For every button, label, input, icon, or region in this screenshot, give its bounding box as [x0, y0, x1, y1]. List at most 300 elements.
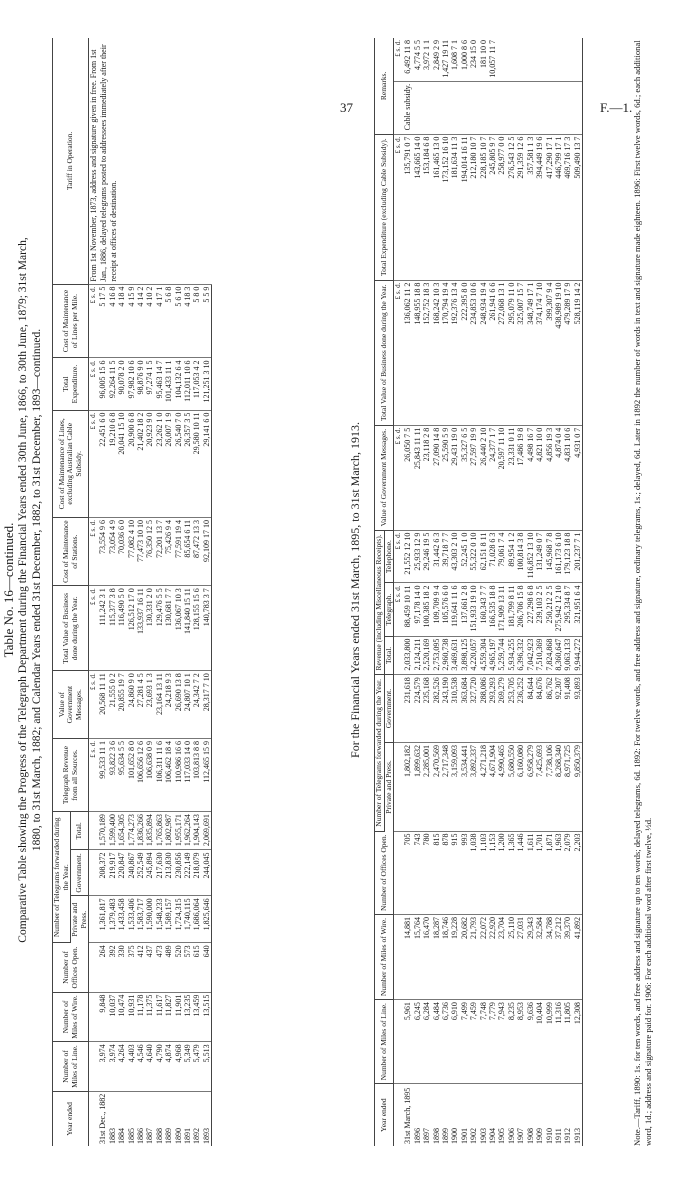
- cell-telegraph: 160,343 7 7: [479, 583, 488, 636]
- table-title-line-2: 1880, to 31st March, 1882; and Calendar Years ended 31st December, 1882, to 31st December, 1893—continued.: [31, 328, 43, 852]
- header-offices: Number of Offices Open.: [375, 831, 394, 914]
- cell-permile: 4 10 2: [145, 284, 154, 358]
- cell-costlines: 29,141 6 0: [202, 410, 212, 517]
- cell-year: 1908: [525, 1128, 535, 1144]
- header-revenue: Telegraph Revenue from all Sources.: [53, 739, 89, 812]
- cell-private: 1,361,817: [98, 896, 107, 943]
- cell-telephone: 201,237 7 1: [573, 530, 583, 583]
- cell-line: 4,640: [145, 1042, 154, 1091]
- cell-wire: 18,746: [441, 914, 450, 999]
- table-row: [488, 38, 497, 1146]
- cell-totexp: 121,251 3 10: [202, 358, 212, 410]
- cell-gov: 243,190: [441, 675, 450, 743]
- cell-govval: 20,855 19 7: [117, 671, 126, 739]
- cell-remarkval: 2,849 2 9: [432, 38, 441, 81]
- cell-govval: 24,377 1 7: [488, 425, 497, 530]
- cell-gov: 235,168: [422, 675, 431, 743]
- cell-offices: 993: [460, 831, 469, 914]
- cell-telegraph: 295,334 8 7: [563, 583, 572, 636]
- cell-revenue: 101,652 8 0: [127, 739, 136, 812]
- cell-year: 1891: [183, 1128, 193, 1144]
- unit-label: £ s. d.: [89, 671, 99, 739]
- cell-line: 7,499: [460, 1000, 469, 1084]
- cell-telephone: 31,442 6 3: [432, 530, 441, 583]
- cell-totval: 438,989 19 10: [554, 280, 563, 425]
- cell-telephone: 116,852 13 10: [526, 530, 535, 583]
- table-row: [441, 38, 450, 1146]
- cell-govval: 4,856 19 3: [545, 425, 554, 530]
- cell-gov: 236,252: [516, 675, 525, 743]
- cell-total: 2,960,738: [441, 636, 450, 675]
- unit-label: £ s. d.: [394, 134, 404, 280]
- cell-telegraph: 275,942 12 10: [554, 583, 563, 636]
- cell-offices: 330: [117, 943, 126, 992]
- table-row: [497, 38, 506, 1146]
- cell-remarkval: [535, 38, 544, 81]
- cell-year: 1912: [563, 1128, 573, 1144]
- cell-line: 5,479: [192, 1042, 201, 1091]
- cell-offices: 375: [127, 943, 136, 992]
- cell-permile: 4 18 3: [183, 284, 192, 358]
- cell-telegraph: 206,706 15 8: [516, 583, 525, 636]
- cell-line: 4,546: [136, 1042, 145, 1091]
- cell-gov: 218,079: [192, 850, 201, 896]
- header-gov-value: Value of Government Messages.: [53, 671, 89, 739]
- cell-year: 1901: [459, 1128, 469, 1144]
- cell-totexp: 245,805 9 7: [488, 134, 497, 280]
- cell-year: 1886: [136, 1128, 146, 1144]
- cell-private: 3,534,441: [460, 742, 469, 831]
- cell-costlines: 20,041 15 10: [117, 410, 126, 517]
- header-government: Government.: [71, 850, 89, 896]
- cell-totval: 111,242 3 1: [98, 586, 107, 671]
- cell-private: 6,160,080: [516, 742, 525, 831]
- cell-totval: 479,289 17 9: [563, 280, 572, 425]
- cell-permile: 5 8 0: [192, 284, 201, 358]
- cell-remarkval: [497, 38, 506, 81]
- cell-remarkval: [554, 38, 563, 81]
- cell-wire: 13,459: [192, 992, 201, 1042]
- cell-revenue: 117,033 14 0: [183, 739, 192, 812]
- cell-gov: 84,676: [535, 675, 544, 743]
- cell-year: 1913: [573, 1084, 583, 1146]
- cell-total: 1,654,305: [117, 812, 126, 850]
- cell-wire: 25,110: [507, 914, 516, 999]
- cell-line: 6,736: [441, 1000, 450, 1084]
- cell-totval: 272,068 13 1: [497, 280, 506, 425]
- cell-govval: 24,342 7 2: [192, 671, 201, 739]
- cell-offices: 412: [136, 943, 145, 992]
- table-row: [545, 38, 554, 1146]
- cell-wire: 20,682: [460, 914, 469, 999]
- cell-wire: 37,212: [554, 914, 563, 999]
- header-tariff: Tariff in Operation.: [53, 38, 89, 284]
- cell-totexp: 101,433 11 1: [164, 358, 173, 410]
- cell-govval: 4,831 10 6: [563, 425, 572, 530]
- cell-gov: 245,894: [145, 850, 154, 896]
- cell-private: 1,724,315: [174, 896, 183, 943]
- cell-telephone: 52,245 1 0: [460, 530, 469, 583]
- cell-totexp: 153,184 6 8: [422, 134, 431, 280]
- cell-totexp: 469,716 17 3: [563, 134, 572, 280]
- cell-private: 8,268,340: [554, 742, 563, 831]
- cell-revenue: 110,986 16 6: [174, 739, 183, 812]
- cell-telephone: 39,718 7 7: [441, 530, 450, 583]
- cell-line: 11,805: [563, 1000, 572, 1084]
- cell-totexp: 394,449 19 6: [535, 134, 544, 280]
- cell-remarkval: 234 15 0: [469, 38, 478, 81]
- cell-wire: 13,235: [183, 992, 192, 1042]
- cell-totexp: 112,011 10 6: [183, 358, 192, 410]
- cell-private: 4,271,218: [479, 742, 488, 831]
- cell-private: 3,159,093: [450, 742, 459, 831]
- cell-private: 2,470,569: [432, 742, 441, 831]
- cell-costlines: 26,540 7 0: [174, 410, 183, 517]
- cell-revenue: 93,822 3 6: [108, 739, 117, 812]
- cell-total: 5,259,744: [497, 636, 506, 675]
- cell-govval: 17,486 19 8: [516, 425, 525, 530]
- cell-gov: 282,526: [432, 675, 441, 743]
- cell-wire: 32,584: [535, 914, 544, 999]
- cell-govval: 23,331 0 11: [507, 425, 516, 530]
- cell-offices: 640: [202, 943, 212, 992]
- cell-telegraph: 109,709 9 4: [432, 583, 441, 636]
- cell-telegraph: 151,933 19 10: [469, 583, 478, 636]
- cell-private: 1,583,717: [136, 896, 145, 943]
- cell-govval: 29,431 19 0: [450, 425, 459, 530]
- header-cost-stations: Cost of Maintenance of Stations.: [53, 517, 89, 585]
- cell-gov: 92,307: [554, 675, 563, 743]
- cell-offices: 1,446: [516, 831, 525, 914]
- cell-remarkval: 181 10 0: [479, 38, 488, 81]
- cell-remark: [441, 81, 450, 134]
- cell-govval: 4,821 10 0: [535, 425, 544, 530]
- cell-govval: 4,931 0 7: [573, 425, 583, 530]
- cell-remark: [469, 81, 478, 134]
- cell-govval: 27,597 19 9: [469, 425, 478, 530]
- cell-private: 1,433,458: [117, 896, 126, 943]
- cell-offices: 489: [164, 943, 173, 992]
- cell-remarkval: [573, 38, 583, 81]
- cell-line: 4,790: [155, 1042, 164, 1091]
- cell-totval: 136,067 10 3: [174, 586, 183, 671]
- cell-line: 4,968: [174, 1042, 183, 1091]
- cell-private: 1,589,157: [164, 896, 173, 943]
- cell-telegraph: 166,535 18 8: [488, 583, 497, 636]
- cell-telegraph: 227,298 6 8: [526, 583, 535, 636]
- cell-year: 1896: [412, 1128, 422, 1144]
- cell-coststn: 92,109 17 10: [202, 517, 212, 585]
- cell-total: 8,360,647: [554, 636, 563, 675]
- cell-totval: 130,331 2 0: [145, 586, 154, 671]
- cell-wire: 22,072: [479, 914, 488, 999]
- header-government: Government.: [384, 675, 394, 743]
- cell-year: 1898: [431, 1128, 441, 1144]
- cell-offices: 473: [155, 943, 164, 992]
- cell-govval: 27,090 14 8: [432, 425, 441, 530]
- cell-line: 6,910: [450, 1000, 459, 1084]
- cell-remark: [460, 81, 469, 134]
- cell-private: 3,892,337: [469, 742, 478, 831]
- cell-remarkval: 4,774 5 5: [413, 38, 422, 81]
- cell-total: 1,955,171: [174, 812, 183, 850]
- cell-private: 1,802,182: [403, 742, 412, 831]
- cell-line: 7,748: [479, 1000, 488, 1084]
- header-total-expenditure: Total Expenditure.: [53, 358, 89, 410]
- cell-gov: 91,408: [563, 675, 572, 743]
- cell-remarkval: 6,492 11 8: [403, 38, 412, 81]
- cell-total: 9,944,272: [573, 636, 583, 675]
- cell-telephone: 145,968 7 8: [545, 530, 554, 583]
- cell-offices: 1,153: [488, 831, 497, 914]
- cell-gov: 213,830: [164, 850, 173, 896]
- cell-remarkval: 3,972 1 1: [422, 38, 431, 81]
- cell-telephone: 25,933 12 9: [413, 530, 422, 583]
- cell-offices: 573: [183, 943, 192, 992]
- cell-gov: 253,705: [507, 675, 516, 743]
- cell-gov: 220,847: [117, 850, 126, 896]
- cell-totexp: 258,977 0 0: [497, 134, 506, 280]
- header-total: Total.: [71, 812, 89, 850]
- cell-gov: 240,867: [127, 850, 136, 896]
- header-telegraph: Telegraph.: [384, 583, 394, 636]
- cell-remark: [535, 81, 544, 134]
- cell-year: 1905: [497, 1128, 507, 1144]
- header-miles-line: Number of Miles of Line.: [375, 1000, 394, 1084]
- cell-totval: 141,840 15 11: [183, 586, 192, 671]
- cell-govval: 20,568 11 11: [98, 671, 107, 739]
- cell-telephone: 131,249 0 7: [535, 530, 544, 583]
- cell-coststn: 77,473 10 10: [136, 517, 145, 585]
- cell-line: 3,974: [98, 1042, 107, 1091]
- cell-wire: 39,370: [563, 914, 572, 999]
- cell-offices: 437: [145, 943, 154, 992]
- cell-offices: 1,611: [526, 831, 535, 914]
- cell-line: 4,264: [117, 1042, 126, 1091]
- cell-remark: [573, 81, 583, 134]
- cell-totval: 168,242 10 3: [432, 280, 441, 425]
- cell-remark: [422, 81, 431, 134]
- cell-coststn: 76,350 12 5: [145, 517, 154, 585]
- cell-coststn: 72,201 13 7: [155, 517, 164, 585]
- cell-govval: 27,281 4 5: [136, 671, 145, 739]
- cell-totval: 128,155 15 6: [192, 586, 201, 671]
- cell-total: 2,033,800: [403, 636, 412, 675]
- table-row: [413, 38, 422, 1146]
- cell-permile: 5 5 9: [202, 284, 212, 358]
- cell-telephone: 71,028 6 3: [488, 530, 497, 583]
- cell-totval: 261,941 6 6: [488, 280, 497, 425]
- cell-costlines: 20,923 9 0: [145, 410, 154, 517]
- cell-costlines: 20,900 6 8: [127, 410, 136, 517]
- cell-total: 3,469,631: [450, 636, 459, 675]
- cell-costlines: 29,580 10 11: [192, 410, 201, 517]
- cell-gov: 86,762: [545, 675, 554, 743]
- header-miles-wire: Number of Miles of Wire.: [53, 992, 89, 1042]
- cell-total: 5,934,255: [507, 636, 516, 675]
- cell-totexp: 117,053 4 2: [192, 358, 201, 410]
- cell-revenue: 99,533 11 1: [98, 739, 107, 812]
- cell-private: 7,425,693: [535, 742, 544, 831]
- cell-totexp: 95,463 14 7: [155, 358, 164, 410]
- unit-label: £ s. d.: [394, 280, 404, 425]
- cell-govval: 26,440 2 10: [479, 425, 488, 530]
- cell-remarkval: [545, 38, 554, 81]
- cell-totval: 325,007 15 7: [516, 280, 525, 425]
- cell-telephone: 29,246 19 5: [422, 530, 431, 583]
- cell-offices: 392: [108, 943, 117, 992]
- cell-remark: [545, 81, 554, 134]
- cell-year: 1906: [506, 1128, 516, 1144]
- cell-gov: 327,720: [469, 675, 478, 743]
- cell-wire: 11,375: [145, 992, 154, 1042]
- cell-year: 1890: [173, 1128, 183, 1144]
- cell-totval: 129,476 5 5: [155, 586, 164, 671]
- cell-telephone: 43,303 2 10: [450, 530, 459, 583]
- cell-totval: 126,512 17 0: [127, 586, 136, 671]
- cell-totval: 399,307 9 4: [545, 280, 554, 425]
- cell-remark: [432, 81, 441, 134]
- cell-totval: 116,490 5 0: [117, 586, 126, 671]
- table-row: [403, 38, 412, 1146]
- cell-govval: 26,050 7 5: [403, 425, 412, 530]
- cell-wire: 10,474: [117, 992, 126, 1042]
- cell-permile: 4 14 2: [136, 284, 145, 358]
- cell-total: 2,753,095: [432, 636, 441, 675]
- rotated-page-content: [2, 20, 682, 1160]
- cell-gov: 217,630: [155, 850, 164, 896]
- cell-wire: 13,515: [202, 992, 212, 1042]
- cell-line: 6,284: [422, 1000, 431, 1084]
- header-gov-value: Value of Government Messages.: [375, 425, 394, 530]
- cell-offices: 743: [413, 831, 422, 914]
- cell-telegraph: 97,178 14 0: [413, 583, 422, 636]
- header-telegrams-group: Number of Telegrams forwarded during the Year.: [375, 675, 385, 831]
- cell-wire: 16,470: [422, 914, 431, 999]
- cell-gov: 208,372: [98, 850, 107, 896]
- cell-remarkval: [563, 38, 572, 81]
- cell-year: 1885: [126, 1128, 136, 1144]
- cell-totexp: 97,274 1 5: [145, 358, 154, 410]
- cell-remark: [516, 81, 525, 134]
- cell-wire: 11,901: [174, 992, 183, 1042]
- section-2-title: For the Financial Years ended 31st March, 1895, to 31st March, 1913.: [348, 422, 362, 758]
- cell-govval: 28,317 7 10: [202, 671, 212, 739]
- cell-offices: 1,103: [479, 831, 488, 914]
- cell-remark: [479, 81, 488, 134]
- cell-revenue: 112,465 15 9: [202, 739, 212, 812]
- currency-unit-row: [394, 38, 404, 1146]
- cell-offices: 878: [441, 831, 450, 914]
- cell-line: 9,636: [526, 1000, 535, 1084]
- cell-offices: 1,200: [497, 831, 506, 914]
- unit-label: £ s. d.: [394, 425, 404, 530]
- cell-private: 7,738,106: [545, 742, 554, 831]
- cell-line: 12,308: [573, 1000, 583, 1084]
- cell-wire: 10,931: [127, 992, 136, 1042]
- cell-wire: 15,764: [413, 914, 422, 999]
- cell-remark: [526, 81, 535, 134]
- cell-gov: 84,644: [526, 675, 535, 743]
- cell-costlines: 19,210 6 8: [108, 410, 117, 517]
- cell-gov: 310,538: [450, 675, 459, 743]
- table-number: Table No. 16—continued.: [1, 522, 16, 658]
- cell-wire: 9,848: [98, 992, 107, 1042]
- cell-total: 2,520,169: [422, 636, 431, 675]
- cell-revenue: 106,311 11 6: [155, 739, 164, 812]
- cell-wire: 22,920: [488, 914, 497, 999]
- cell-totexp: 291,359 12 6: [516, 134, 525, 280]
- cell-telephone: 179,123 18 8: [563, 530, 572, 583]
- cell-total: 4,965,197: [488, 636, 497, 675]
- cell-govval: 35,327 6 5: [460, 425, 469, 530]
- table-row: [450, 38, 459, 1146]
- cell-total: 2,124,211: [413, 636, 422, 675]
- cell-remark: [563, 81, 572, 134]
- header-total-expenditure: Total Expenditure (excluding Cable Subsidy).: [375, 134, 394, 280]
- cell-year: 1904: [488, 1128, 498, 1144]
- header-total-value: Total Value of Business done during the Year.: [375, 280, 394, 425]
- cell-telegraph: 88,459 10 11: [403, 583, 412, 636]
- cell-total: 6,396,332: [516, 636, 525, 675]
- header-miles-line: Number of Miles of Line.: [53, 1042, 89, 1091]
- cell-line: 10,404: [535, 1000, 544, 1084]
- cell-totexp: 143,665 14 0: [413, 134, 422, 280]
- cell-permile: 5 6 10: [174, 284, 183, 358]
- cell-wire: 21,793: [469, 914, 478, 999]
- table-row: [460, 38, 469, 1146]
- cell-gov: 224,579: [413, 675, 422, 743]
- cell-totval: 133,937 16 11: [136, 586, 145, 671]
- cell-private: 1,686,064: [192, 896, 201, 943]
- cell-totexp: 92,264 11 5: [108, 358, 117, 410]
- cell-wire: 29,343: [526, 914, 535, 999]
- cell-private: 1,548,233: [155, 896, 164, 943]
- cell-gov: 230,856: [174, 850, 183, 896]
- cell-private: 4,671,904: [488, 742, 497, 831]
- cell-totval: 115,377 3 8: [108, 586, 117, 671]
- cell-totexp: 97,982 10 6: [127, 358, 136, 410]
- cell-costlines: 21,402 18 2: [136, 410, 145, 517]
- unit-label: £ s. d.: [89, 586, 99, 671]
- cell-gov: 244,045: [202, 850, 212, 896]
- cell-total: 1,599,400: [108, 812, 117, 850]
- cell-year: 1889: [164, 1128, 174, 1144]
- cell-wire: 23,704: [497, 914, 506, 999]
- cell-private: 5,680,550: [507, 742, 516, 831]
- cell-totval: 234,853 10 6: [469, 280, 478, 425]
- page-number: 37: [340, 100, 353, 115]
- cell-offices: 1,038: [469, 831, 478, 914]
- cell-line: 11,316: [554, 1000, 563, 1084]
- cell-line: 4,403: [127, 1042, 136, 1091]
- cell-line: 7,943: [497, 1000, 506, 1084]
- cell-totexp: 181,634 11 3: [450, 134, 459, 280]
- cell-private: 6,958,279: [526, 742, 535, 831]
- table-title-line-1: Comparative Table showing the Progress of the Telegraph Department during the Financial Years ended 30th June, 1866, to 30th June, 1879; 31st March,: [17, 237, 29, 943]
- header-total-value: Total Value of Business done during the Year.: [53, 586, 89, 671]
- cell-totval: 192,376 13 4: [450, 280, 459, 425]
- header-telephone: Telephone.: [384, 530, 394, 583]
- unit-label: £ s. d.: [89, 284, 99, 358]
- cell-totexp: 509,490 13 7: [573, 134, 583, 280]
- cell-private: 1,740,115: [183, 896, 192, 943]
- cell-private: 4,990,465: [497, 742, 506, 831]
- cell-line: 7,779: [488, 1000, 497, 1084]
- cell-telegraph: 137,661 2 8: [460, 583, 469, 636]
- cell-telephone: 161,173 6 10: [554, 530, 563, 583]
- cell-private: 9,850,379: [573, 742, 583, 831]
